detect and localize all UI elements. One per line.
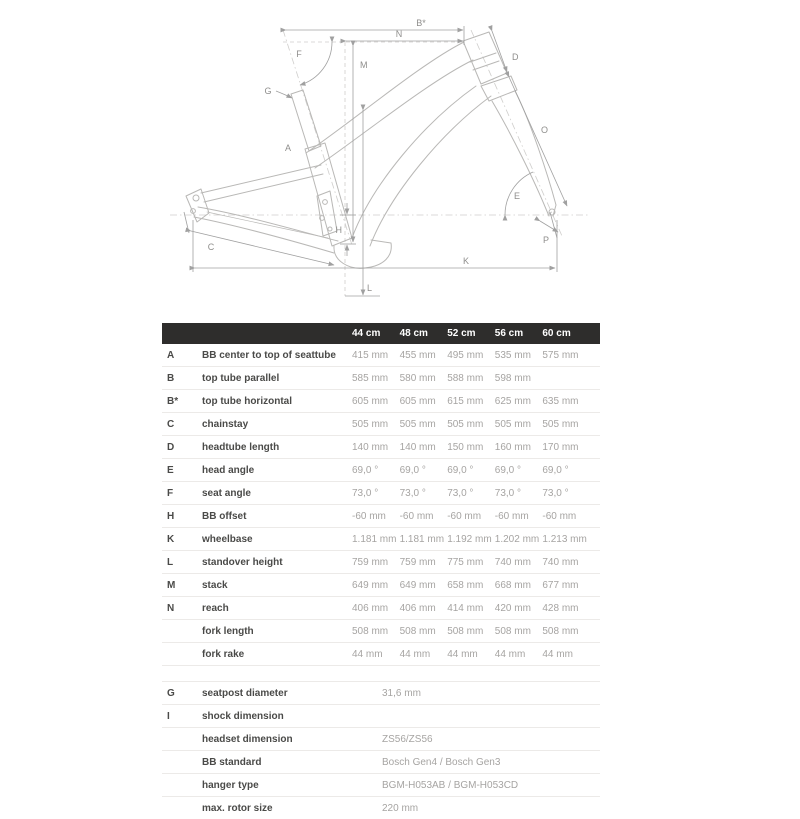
dimension-label-o: O <box>541 125 549 135</box>
dimension-label-m: M <box>360 60 368 70</box>
row-letter: E <box>167 464 174 476</box>
spec-label: max. rotor size <box>202 802 273 814</box>
table-row <box>162 597 600 620</box>
spec-label: headset dimension <box>202 733 293 745</box>
row-letter: A <box>167 349 175 361</box>
table-row <box>162 551 600 574</box>
diagram-labels <box>208 18 549 293</box>
row-value-2: 73,0 ° <box>447 487 474 499</box>
spec-table <box>162 681 600 819</box>
row-value-4: 170 mm <box>542 441 579 453</box>
row-letter: H <box>167 510 175 522</box>
row-value-3: 160 mm <box>494 441 531 453</box>
row-value-0: 585 mm <box>352 372 389 384</box>
row-value-4: 740 mm <box>542 556 579 568</box>
row-letter: C <box>167 418 175 430</box>
spec-value: 220 mm <box>382 802 419 814</box>
row-value-0: 73,0 ° <box>352 487 379 499</box>
row-value-3: 505 mm <box>494 418 531 430</box>
row-value-1: 508 mm <box>399 625 436 637</box>
row-label: BB center to top of seattube <box>202 349 336 361</box>
dimension-label-a: A <box>284 143 292 153</box>
dimension-lines <box>184 26 567 296</box>
rear-dropout <box>186 189 209 222</box>
row-letter: B <box>167 372 175 384</box>
row-value-0: 759 mm <box>352 556 389 568</box>
spec-row <box>162 727 600 750</box>
spec-value: 31,6 mm <box>382 687 421 699</box>
seat-tube-axis-line <box>283 30 352 245</box>
row-label: seat angle <box>202 487 251 499</box>
row-value-4: 508 mm <box>542 625 579 637</box>
row-label: top tube horizontal <box>202 395 292 407</box>
row-label: chainstay <box>202 418 249 430</box>
row-label: top tube parallel <box>202 372 280 384</box>
spec-label: seatpost diameter <box>202 687 288 699</box>
row-label: BB offset <box>202 510 247 522</box>
table-row <box>162 482 600 505</box>
row-value-4: 69,0 ° <box>542 464 569 476</box>
dim-seat-angle-arc <box>300 42 332 85</box>
column-header-size-0: 44 cm <box>352 328 381 339</box>
spec-letter: G <box>167 687 175 699</box>
row-label: head angle <box>202 464 255 476</box>
row-value-2: 505 mm <box>447 418 484 430</box>
row-value-4: 575 mm <box>542 349 579 361</box>
dimension-label-f: F <box>296 49 302 59</box>
row-value-3: -60 mm <box>494 510 529 522</box>
row-value-0: 415 mm <box>352 349 389 361</box>
dim-fork-rake <box>540 221 558 232</box>
dimension-label-p: P <box>542 235 550 245</box>
table-row <box>162 390 600 413</box>
row-value-0: 508 mm <box>352 625 389 637</box>
table-row <box>162 413 600 436</box>
row-label: standover height <box>202 556 283 568</box>
table-row <box>162 436 600 459</box>
row-value-3: 598 mm <box>494 372 531 384</box>
row-value-1: 69,0 ° <box>399 464 426 476</box>
spec-row <box>162 773 600 796</box>
row-value-2: 658 mm <box>447 579 484 591</box>
row-value-4: 44 mm <box>542 648 573 660</box>
row-value-2: 44 mm <box>447 648 478 660</box>
row-value-1: 455 mm <box>399 349 436 361</box>
row-label: wheelbase <box>202 533 253 545</box>
spec-letter: I <box>167 710 170 722</box>
row-value-0: 1.181 mm <box>352 533 397 545</box>
row-value-3: 625 mm <box>494 395 531 407</box>
frame-geometry-diagram <box>0 0 800 322</box>
row-letter: B* <box>167 395 179 407</box>
rear-pivot <box>193 195 199 201</box>
table-row <box>162 528 600 551</box>
row-value-0: 69,0 ° <box>352 464 379 476</box>
dimension-label-k: K <box>462 256 470 266</box>
row-value-4: -60 mm <box>542 510 577 522</box>
table-row <box>162 367 600 390</box>
row-value-2: 588 mm <box>447 372 484 384</box>
row-value-4: 635 mm <box>542 395 579 407</box>
table-row <box>162 344 600 367</box>
dimension-label-n: N <box>395 29 403 39</box>
row-value-2: 150 mm <box>447 441 484 453</box>
table-row <box>162 643 600 666</box>
head-tube <box>463 32 507 84</box>
row-label: reach <box>202 602 229 614</box>
row-letter: D <box>167 441 175 453</box>
row-value-4: 428 mm <box>542 602 579 614</box>
row-value-4: 1.213 mm <box>542 533 587 545</box>
row-value-1: 73,0 ° <box>399 487 426 499</box>
geometry-tables <box>162 323 600 819</box>
dimension-label-e: E <box>514 191 521 201</box>
row-value-2: 775 mm <box>447 556 484 568</box>
row-value-3: 44 mm <box>494 648 526 660</box>
dimension-label-g: G <box>264 86 272 96</box>
spec-value: Bosch Gen4 / Bosch Gen3 <box>382 756 501 768</box>
dim-fork-length <box>509 77 567 206</box>
row-value-1: 406 mm <box>399 602 436 614</box>
row-value-1: -60 mm <box>399 510 434 522</box>
row-value-0: 140 mm <box>352 441 389 453</box>
row-value-1: 649 mm <box>399 579 436 591</box>
geometry-table <box>162 323 600 666</box>
row-value-1: 505 mm <box>399 418 436 430</box>
column-header-size-1: 48 cm <box>399 328 428 339</box>
row-value-0: -60 mm <box>352 510 386 522</box>
table-row <box>162 505 600 528</box>
spec-row <box>162 704 600 727</box>
bike-frame-drawing <box>0 0 800 322</box>
row-value-3: 1.202 mm <box>494 533 540 545</box>
row-value-1: 605 mm <box>399 395 436 407</box>
row-value-2: 414 mm <box>447 602 484 614</box>
row-value-3: 73,0 ° <box>494 487 522 499</box>
row-value-4: 73,0 ° <box>542 487 569 499</box>
row-value-2: 495 mm <box>447 349 484 361</box>
row-letter: L <box>167 556 174 568</box>
frame-outline <box>186 32 556 268</box>
row-value-0: 649 mm <box>352 579 389 591</box>
dimension-label-d: D <box>512 52 519 62</box>
row-label: headtube length <box>202 441 280 453</box>
row-value-3: 69,0 ° <box>494 464 522 476</box>
top-tube <box>306 42 464 153</box>
column-header-size-3: 56 cm <box>494 328 524 339</box>
row-value-3: 535 mm <box>494 349 531 361</box>
spec-row <box>162 796 600 819</box>
spec-value: ZS56/ZS56 <box>382 733 433 745</box>
row-label: stack <box>202 579 228 591</box>
row-value-2: -60 mm <box>447 510 482 522</box>
dimension-label-h: H <box>335 225 342 235</box>
dimension-label-c: C <box>207 242 215 252</box>
row-value-1: 140 mm <box>399 441 436 453</box>
row-value-4: 505 mm <box>542 418 579 430</box>
spec-row <box>162 681 600 704</box>
seatpost-leader-line <box>276 91 292 98</box>
row-value-3: 740 mm <box>494 556 531 568</box>
table-row <box>162 574 600 597</box>
row-value-2: 615 mm <box>447 395 484 407</box>
seatpost <box>291 90 321 151</box>
row-value-1: 580 mm <box>399 372 436 384</box>
row-value-2: 69,0 ° <box>447 464 474 476</box>
row-label: fork length <box>202 625 254 637</box>
row-value-3: 508 mm <box>494 625 531 637</box>
table-row <box>162 620 600 643</box>
spec-label: hanger type <box>202 779 259 791</box>
row-value-1: 759 mm <box>399 556 436 568</box>
column-header-size-4: 60 cm <box>542 328 571 339</box>
dimension-label-l: L <box>367 283 373 293</box>
row-letter: N <box>167 602 175 614</box>
row-value-1: 1.181 mm <box>399 533 445 545</box>
row-value-2: 1.192 mm <box>447 533 492 545</box>
spec-label: shock dimension <box>202 710 284 722</box>
column-header-size-2: 52 cm <box>447 328 476 339</box>
row-letter: M <box>167 579 176 591</box>
row-value-0: 505 mm <box>352 418 389 430</box>
spec-row <box>162 750 600 773</box>
down-tube <box>352 86 476 238</box>
geometry-table-body <box>162 344 600 666</box>
row-letter: F <box>167 487 174 499</box>
row-letter: K <box>167 533 175 545</box>
row-value-3: 668 mm <box>494 579 531 591</box>
spec-value: BGM-H053AB / BGM-H053CD <box>382 779 519 791</box>
row-value-1: 44 mm <box>399 648 431 660</box>
dim-headtube <box>492 31 507 72</box>
table-row <box>162 459 600 482</box>
row-value-3: 420 mm <box>494 602 531 614</box>
row-value-0: 406 mm <box>352 602 389 614</box>
geometry-table-header <box>162 323 600 344</box>
spec-label: BB standard <box>202 756 262 768</box>
row-value-4: 677 mm <box>542 579 579 591</box>
row-label: fork rake <box>202 648 245 660</box>
row-value-0: 605 mm <box>352 395 389 407</box>
dimension-label-bstar: B* <box>416 18 426 28</box>
fork-crown <box>481 76 517 101</box>
row-value-0: 44 mm <box>352 648 383 660</box>
fork-blade <box>515 91 556 205</box>
row-value-2: 508 mm <box>447 625 484 637</box>
